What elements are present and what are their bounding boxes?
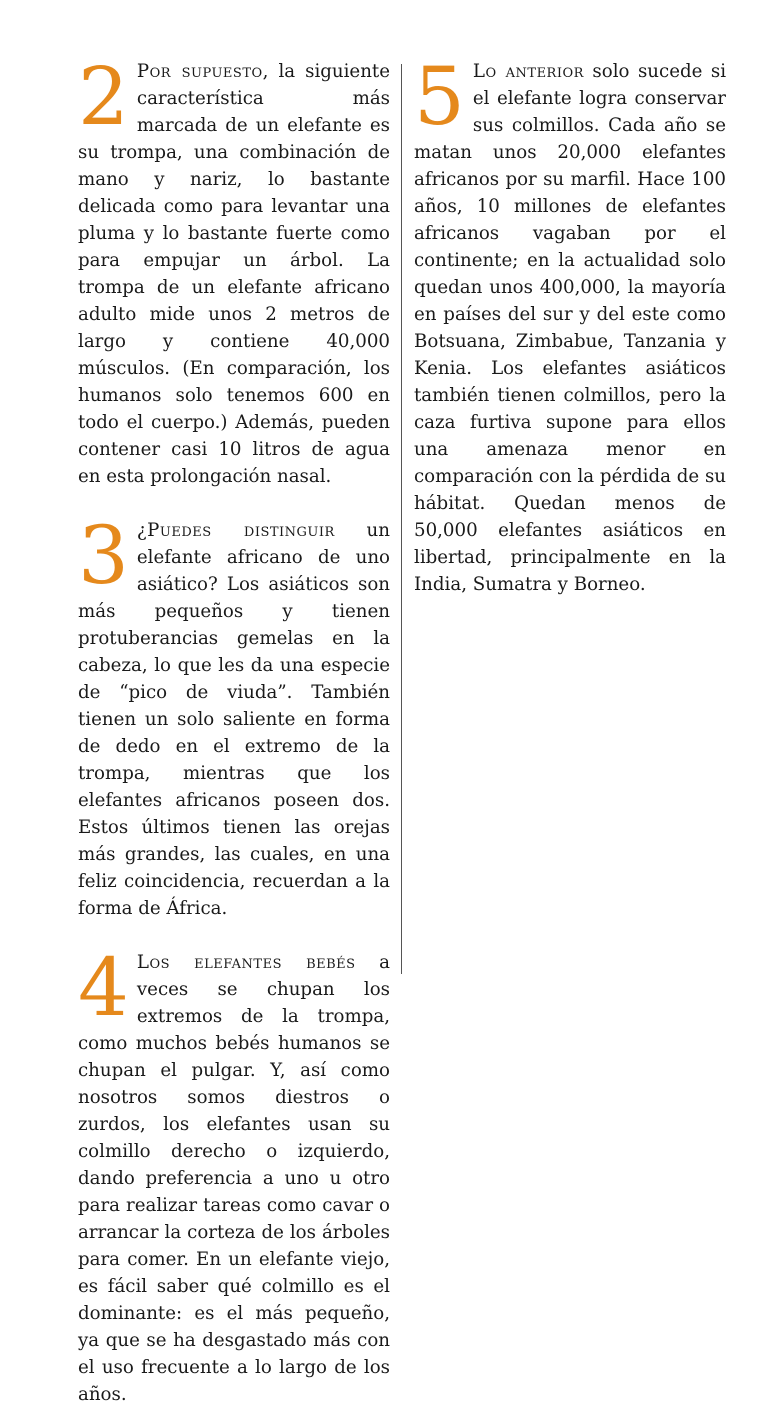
- section-lead: Por supuesto: [136, 61, 263, 82]
- section-text: solo sucede si el elefante logra conservar sus colmillos. Cada año se matan unos 20,000 elefantes africanos por su marfil. Hace 100 años, 10 millones de elefantes africanos vagaban por el continente; en la actualidad solo quedan unos 400,000, la mayoría en países del sur y del este como Botsuana, Zimbabue, Tanzania y Kenia. Los elefantes asiáticos también tienen colmillos, pero la caza furtiva supone para ellos una amenaza menor en comparación con la pérdida de su hábitat. Quedan menos de 50,000 elefantes asiáticos en libertad, principalmente en la India, Sumatra y Borneo.: [414, 61, 727, 595]
- section-5: [414, 50, 727, 598]
- section-4: [78, 941, 390, 1408]
- section-3: [78, 509, 390, 922]
- right-column: [414, 50, 727, 598]
- section-lead: ¿Puedes distinguir: [136, 520, 335, 541]
- column-divider: [401, 64, 402, 974]
- section-lead: Lo anterior: [472, 61, 584, 82]
- section-text: , la siguiente característica más marcada de un elefante es su trompa, una combinación de mano y nariz, lo bastante delicada como para levantar una pluma y lo bastante fuerte como para empujar un árbol. La trompa de un elefante africano adulto mide unos 2 metros de largo y contiene 40,000 músculos. (En comparación, los humanos solo tenemos 600 en todo el cuerpo.) Además, pueden contener casi 10 litros de agua en esta prolongación nasal.: [78, 61, 390, 487]
- drop-cap-number: 2: [78, 50, 129, 143]
- left-column: [78, 50, 390, 1408]
- drop-cap-number: 3: [78, 509, 129, 602]
- drop-cap-number: 4: [78, 941, 129, 1034]
- section-2: [78, 50, 390, 490]
- section-text: a veces se chupan los extremos de la trompa, como muchos bebés humanos se chupan el pulgar. Y, así como nosotros somos diestros o zurdos, los elefantes usan su colmillo derecho o izquierdo, dando preferencia a uno u otro para realizar tareas como cavar o arrancar la corteza de los árboles para comer. En un elefante viejo, es fácil saber qué colmillo es el dominante: es el más pequeño, ya que se ha desgastado más con el uso frecuente a lo largo de los años.: [78, 952, 390, 1405]
- section-lead: Los elefantes bebés: [136, 952, 356, 973]
- drop-cap-number: 5: [414, 50, 465, 143]
- section-text: un elefante africano de uno asiático? Los asiáticos son más pequeños y tienen protuberancias gemelas en la cabeza, lo que les da una especie de “pico de viuda”. También tienen un solo saliente en forma de dedo en el extremo de la trompa, mientras que los elefantes africanos poseen dos. Estos últimos tienen las orejas más grandes, las cuales, en una feliz coincidencia, recuerdan a la forma de África.: [78, 520, 390, 919]
